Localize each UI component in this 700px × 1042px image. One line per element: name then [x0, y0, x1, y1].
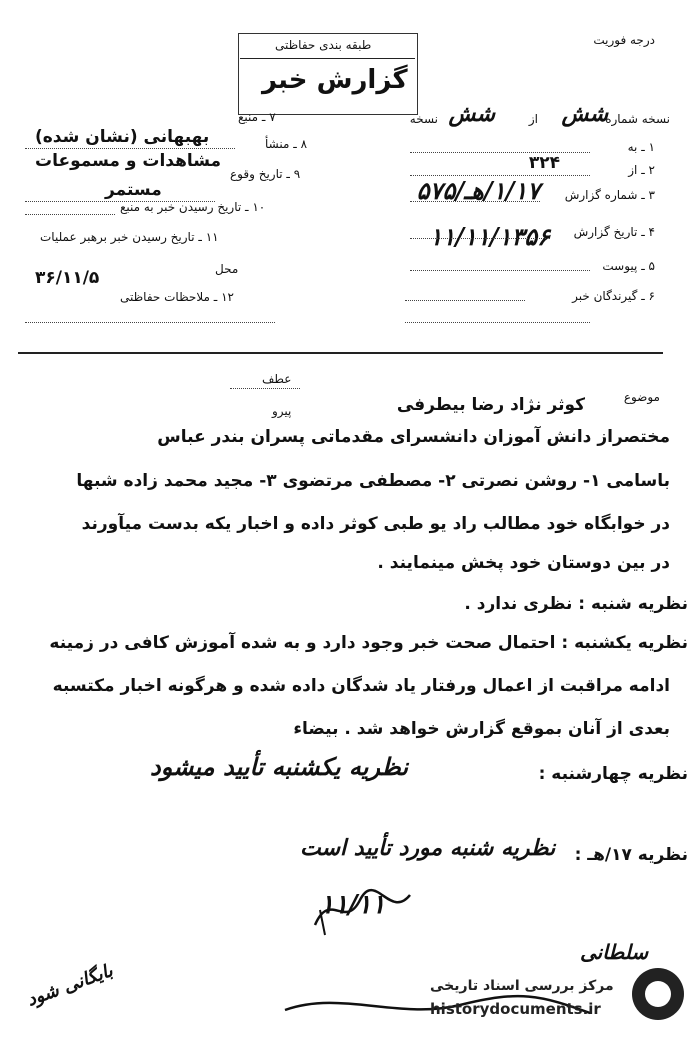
field-origin-label: ۸ ـ منشأ	[265, 137, 308, 151]
field-report-number-label: ۳ ـ شماره گزارش	[564, 188, 655, 202]
field-attachment-label: ۵ ـ پیوست	[602, 259, 655, 273]
field-security-notes-label: ۱۲ ـ ملاحظات حفاظتی	[120, 290, 234, 304]
field-source-receipt-label: ۱۰ ـ تاریخ رسیدن خبر به منبع	[120, 200, 266, 214]
field-recipients-label: ۶ ـ گیرندگان خبر	[572, 289, 655, 303]
field-report-date-value: ۱۱/۱۱/۱۳۵۶	[429, 222, 550, 251]
field-origin-value: مشاهدات و مسموعات	[35, 151, 222, 171]
h17-handwritten-note: نظریه شنبه مورد تأیید است	[300, 835, 556, 861]
urgency-label: درجه فوریت	[593, 33, 655, 47]
subject-label: موضوع	[623, 390, 660, 404]
copy-line-label: نسخه شماره	[605, 112, 670, 126]
field-source-value: بهبهانی (نشان شده)	[35, 127, 210, 147]
field-ops-receipt-value: ۳۶/۱۱/۵	[35, 268, 100, 288]
body-line-3: در خوابگاه خود مطالب راد یو طبی کوثر داده و اخبار یکه بدست میآورند	[81, 514, 670, 534]
classification-label: طبقه بندی حفاظتی	[275, 38, 372, 52]
body-line-10: نظریه ۱۷/هـ :	[574, 845, 688, 865]
body-line-2: باسامی ۱- روشن نصرتی ۲- مصطفی مرتضوی ۳- مجید محمد زاده شبها	[76, 471, 670, 491]
signature-scribble	[300, 880, 420, 940]
peyro-label: پیرو	[272, 404, 292, 418]
wed-handwritten-note: نظریه یکشنبه تأیید میشود	[150, 752, 409, 781]
field-ops-receipt-label: ۱۱ ـ تاریخ رسیدن خبر برهبر عملیات	[40, 230, 219, 244]
copy-line-suffix: نسخه	[409, 112, 438, 126]
right-signature: سلطانی	[580, 940, 649, 964]
body-line-7: ادامه مراقبت از اعمال ورفتار یاد شدگان داده شده و هرگونه اخبار مکتسبه	[52, 676, 670, 696]
left-signature: بایگانی شود	[24, 960, 116, 1011]
subject-text: کوثر نژاد رضا بیطرفی	[396, 395, 585, 415]
copy-line-of: از	[528, 112, 538, 126]
field-report-date-label: ۴ ـ تاریخ گزارش	[573, 225, 655, 239]
watermark-logo-inner	[645, 981, 671, 1007]
report-title: گزارش خبر	[262, 65, 408, 95]
body-line-9: نظریه چهارشنبه :	[538, 764, 688, 784]
field-to-label: ۱ ـ به	[627, 140, 655, 154]
watermark-line1: مرکز بررسی اسناد تاریخی	[430, 978, 614, 994]
field-report-number-value: ۱/۱۷/هـ/۵۷۵	[416, 176, 540, 205]
field-place-label: محل	[215, 262, 239, 276]
section-divider	[18, 352, 663, 354]
handwritten-date: ۱۱/۱۱	[320, 890, 386, 920]
body-line-6: نظریه یکشنبه : احتمال صحت خبر وجود دارد و به شده آموزش کافی در زمینه	[49, 633, 688, 653]
body-line-4: در بین دوستان خود پخش مینمایند .	[377, 553, 670, 573]
watermark-line2: historydocuments.ir	[430, 1000, 601, 1018]
body-line-1: مختصراز دانش آموزان دانشسرای مقدماتی پسران بندر عباس	[157, 427, 670, 447]
copy-number-hand: شش	[561, 101, 608, 127]
field-from-value: ۳۲۴	[528, 153, 560, 173]
body-line-5: نظریه شنبه : نظری ندارد .	[464, 594, 688, 614]
field-source-label: ۷ ـ منبع	[238, 110, 276, 124]
field-from-label: ۲ ـ از	[628, 163, 655, 177]
atf-label: عطف	[262, 372, 292, 386]
field-occurrence-date-value: مستمر	[105, 180, 162, 200]
copy-total-hand: شش	[448, 101, 495, 127]
body-line-8: بعدی از آنان بموقع گزارش خواهد شد . بیضاء	[293, 719, 670, 739]
field-occurrence-date-label: ۹ ـ تاریخ وقوع	[230, 167, 301, 181]
